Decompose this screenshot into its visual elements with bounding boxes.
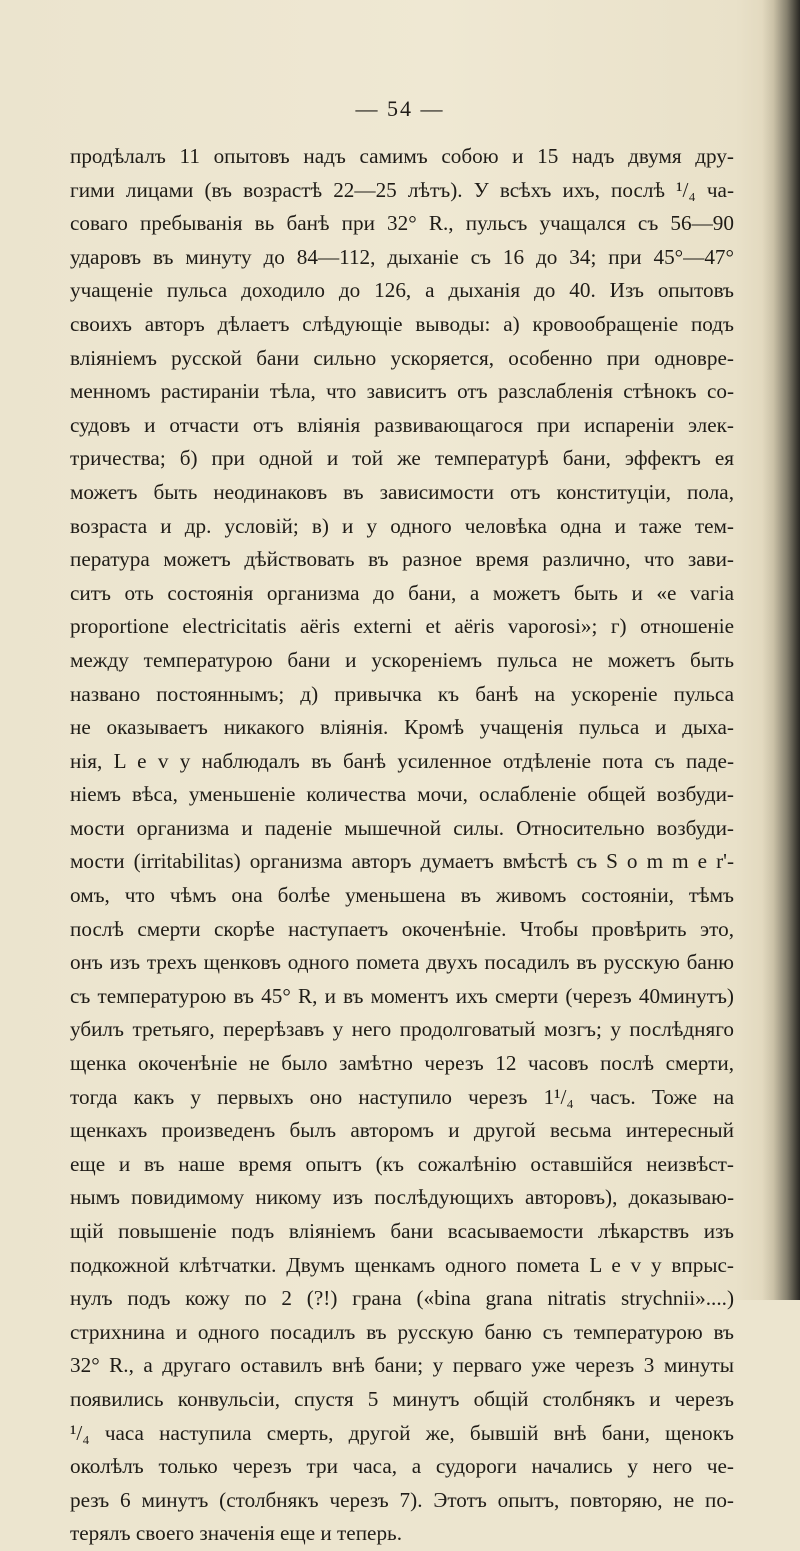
text-line: возраста и др. условій; в) и у одного человѣка одна и таже тем-	[70, 513, 734, 538]
text-line: названо постояннымъ; д) привычка къ банѣ на ускореніе пульса	[70, 681, 734, 706]
text-line: ніемъ вѣса, уменьшеніе количества мочи, ослабленіе общей возбуди-	[70, 782, 734, 807]
text-line: нія, L е v у наблюдалъ въ банѣ усиленное отдѣленіе пота съ паде-	[70, 748, 734, 773]
text-line: щенка окоченѣніе не было замѣтно черезъ 12 часовъ послѣ смерти,	[70, 1051, 734, 1076]
text-line: соваго пребыванія вь банѣ при 32° R., пульсъ учащался съ 56—90	[70, 211, 734, 236]
text-line: не оказываетъ никакого вліянія. Кромѣ учащенія пульса и дыха-	[70, 715, 734, 740]
text-line: подкожной клѣтчатки. Двумъ щенкамъ одного помета L е v у впрыс-	[70, 1252, 734, 1277]
text-line: мости (irritabilitas) организма авторъ думаетъ вмѣстѣ съ S о m m е r'-	[70, 849, 734, 874]
body-text	[70, 140, 734, 1551]
text-line: нулъ подъ кожу по 2 (?!) грана («bina grana nitratis strychnii»....)	[70, 1286, 734, 1311]
text-line: можетъ быть неодинаковъ въ зависимости отъ конституціи, пола,	[70, 479, 734, 504]
text-line: ¹/₄ часа наступила смерть, другой же, бывшій внѣ бани, щенокъ	[70, 1420, 734, 1445]
text-line: между температурою бани и ускореніемъ пульса не можетъ быть	[70, 647, 734, 672]
text-line: терялъ своего значенія еще и теперь.	[70, 1521, 403, 1546]
text-line: стрихнина и одного посадилъ въ русскую баню съ температурою въ	[70, 1319, 734, 1344]
page-number-header: — 54 —	[355, 96, 445, 121]
text-line: гими лицами (въ возрастѣ 22—25 лѣтъ). У всѣхъ ихъ, послѣ ¹/₄ ча-	[70, 177, 734, 202]
text-line: омъ, что чѣмъ она болѣе уменьшена въ живомъ состояніи, тѣмъ	[70, 883, 734, 908]
text-line: убилъ третьяго, перерѣзавъ у него продолговатый мозгъ; у послѣдняго	[70, 1017, 734, 1042]
text-line: нымъ повидимому никому изъ послѣдующихъ авторовъ), доказываю-	[70, 1185, 734, 1210]
text-line: судовъ и отчасти отъ вліянія развивающагося при испареніи элек-	[70, 412, 734, 437]
text-line: щій повышеніе подъ вліяніемъ бани всасываемости лѣкарствъ изъ	[70, 1219, 734, 1243]
text-line: съ температурою въ 45° R, и въ моментъ ихъ смерти (черезъ 40минутъ)	[70, 983, 734, 1008]
text-line: послѣ смерти скорѣе наступаетъ окоченѣніе. Чтобы провѣрить это,	[70, 916, 734, 941]
text-line: вліяніемъ русской бани сильно ускоряется, особенно при одновре-	[70, 345, 734, 370]
text-line: ударовъ въ минуту до 84—112, дыханіе съ 16 до 34; при 45°—47°	[70, 244, 734, 269]
text-line: околѣлъ только черезъ три часа, а судороги начались у него че-	[70, 1454, 734, 1479]
text-line: еще и въ наше время опытъ (къ сожалѣнію оставшійся неизвѣст-	[70, 1151, 734, 1176]
text-line: пература можетъ дѣйствовать въ разное время различно, что зави-	[70, 547, 734, 572]
text-line: щенкахъ произведенъ былъ авторомъ и другой весьма интересный	[70, 1118, 734, 1143]
text-line: рrороrtіоnе еlесtrісitаtіs аёrіs ехtеrnі еt аёrіs vароrоsі»; г) отношеніе	[70, 614, 734, 639]
text-line: резъ 6 минутъ (столбнякъ черезъ 7). Этотъ опытъ, повторяю, не по-	[70, 1487, 734, 1512]
text-line: тричества; б) при одной и той же температурѣ бани, эффектъ ея	[70, 446, 734, 471]
text-line: онъ изъ трехъ щенковъ одного помета двухъ посадилъ въ русскую баню	[70, 950, 734, 975]
text-line: своихъ авторъ дѣлаетъ слѣдующіе выводы: а) кровообращеніе подъ	[70, 311, 734, 336]
text-line: ситъ оть состоянія организма до бани, а можетъ быть и «e vагіа	[70, 580, 734, 605]
text-line: меннoмъ растираніи тѣла, что зависитъ отъ разслабленія стѣнокъ со-	[70, 379, 734, 404]
text-line: учащеніе пульса доходило до 126, а дыханія до 40. Изъ опытовъ	[70, 278, 734, 303]
text-line: продѣлалъ 11 опытовъ надъ самимъ собою и 15 надъ двумя дру-	[70, 144, 734, 168]
text-line: появились конвульсіи, спустя 5 минутъ общій столбнякъ и черезъ	[70, 1386, 734, 1411]
page-edge-shadow	[762, 0, 800, 1300]
text-line: мости организма и паденіе мышечной силы. Относительно возбуди-	[70, 815, 734, 840]
text-line: тогда какъ у первыхъ оно наступило черезъ 1¹/₄ часъ. Тоже на	[70, 1084, 734, 1109]
text-line: 32° R., а другаго оставилъ внѣ бани; у перваго уже черезъ 3 минуты	[70, 1353, 734, 1378]
